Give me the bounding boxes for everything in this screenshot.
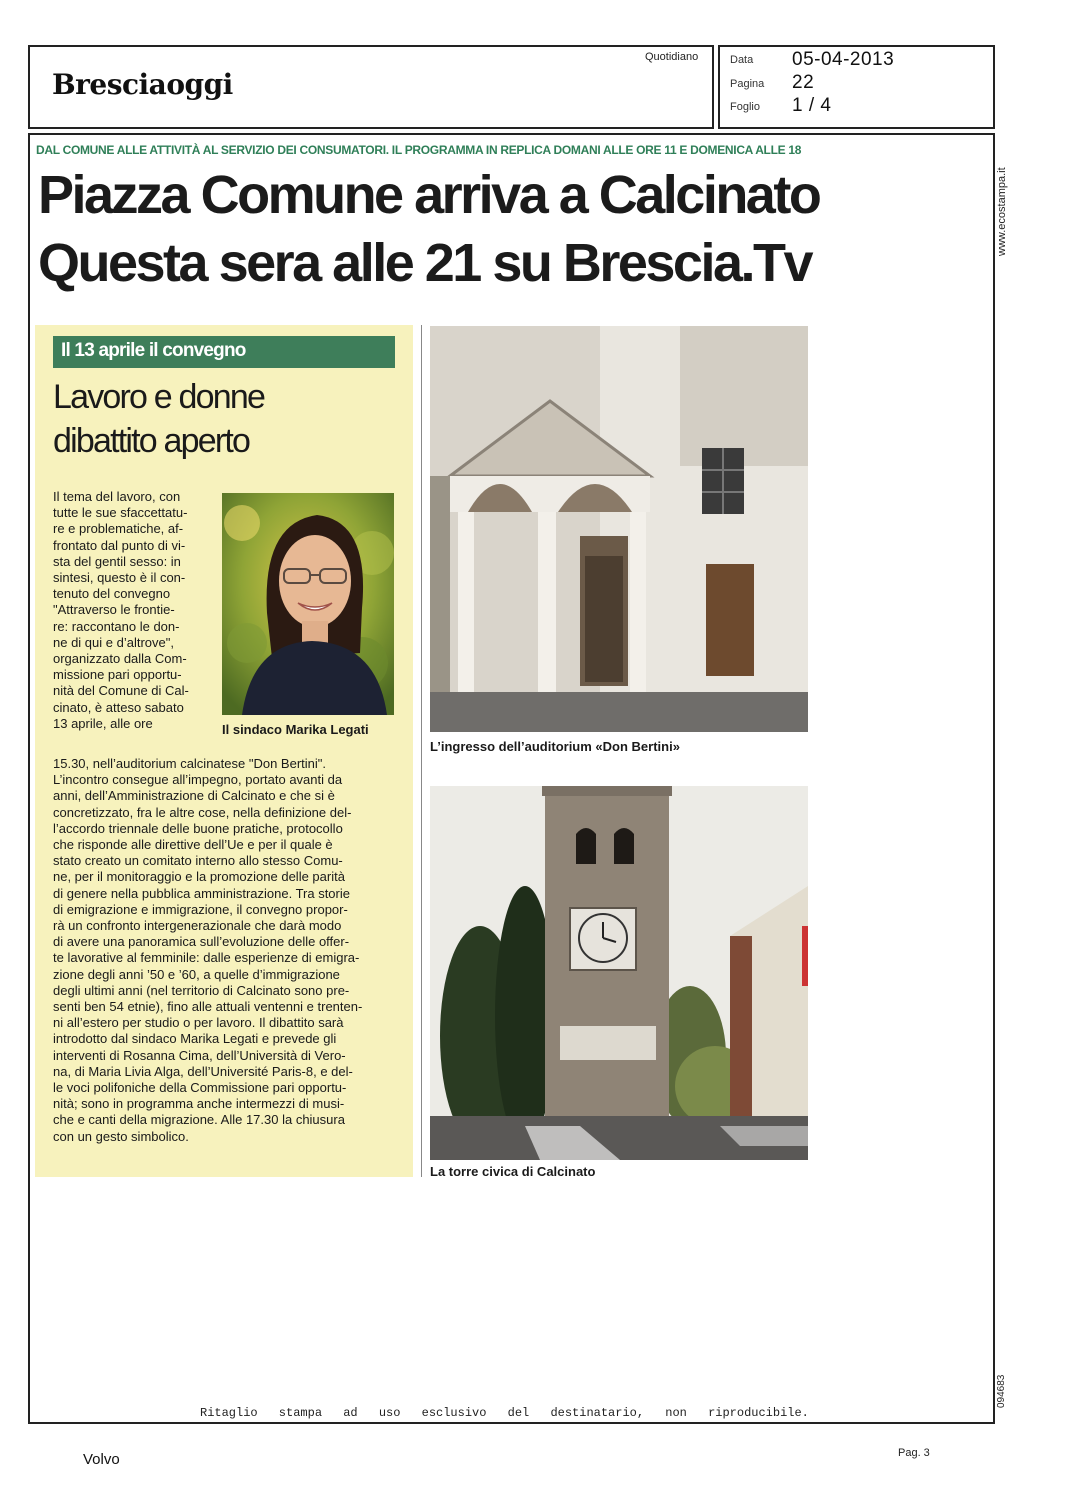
headline-line-2: Questa sera alle 21 su Brescia.Tv: [38, 233, 812, 293]
sidebar-title-line-1: Lavoro e donne: [53, 378, 265, 416]
body-line: di genere nella pubblica amministrazione. Tra storie: [53, 885, 350, 901]
body-line: anni, dell’Amministrazione di Calcinato e che si è: [53, 788, 335, 804]
reproduction-notice: Ritaglio stampa ad uso esclusivo del destinatario, non riproducibile.: [200, 1406, 809, 1420]
page-value: 22: [792, 72, 815, 93]
article-kicker: DAL COMUNE ALLE ATTIVITÀ AL SERVIZIO DEI CONSUMATORI. IL PROGRAMMA IN REPLICA DOMANI ALLE ORE 11 E DOMENICA ALLE 18: [36, 143, 802, 157]
paper-name: Bresciaoggi: [52, 68, 233, 101]
body-line: senti ben 54 etnie), fino alle attuali ventenni e trenten-: [53, 999, 363, 1015]
body-line: con un gesto simbolico.: [53, 1128, 189, 1144]
body-line: che e canti della migrazione. Alle 17.30 la chiusura: [53, 1112, 345, 1128]
body-line: tutte le sue sfaccettatu-: [53, 505, 188, 521]
body-line: l’accordo triennale delle buone pratiche, protocollo: [53, 820, 343, 836]
body-line: 13 aprile, alle ore: [53, 715, 153, 731]
body-line: stato creato un comitato interno allo stesso Comu-: [53, 853, 343, 869]
date-value: 05-04-2013: [792, 49, 895, 70]
body-line: te lavorative al femminile: dalle esperienze di emigra-: [53, 950, 360, 966]
body-line: Il tema del lavoro, con: [53, 489, 181, 504]
civic-tower-photo: [430, 786, 808, 1160]
sheet-value: 1 / 4: [792, 95, 832, 116]
body-line: zione degli anni ’50 e ’60, a quelle d’immigrazione: [53, 966, 340, 982]
body-line: rà un confronto intergenerazionale che darà modo: [53, 918, 342, 934]
body-line: che risponde alle direttive dell’Ue e per il quale è: [53, 837, 333, 853]
body-line: degli ultimi anni (nel territorio di Calcinato sono pre-: [53, 982, 350, 998]
side-code: 094683: [996, 1374, 1007, 1408]
body-line: 15.30, nell’auditorium calcinatese "Don Bertini".: [53, 756, 326, 771]
date-label: Data: [730, 54, 754, 66]
body-line: ne di qui e d’altrove",: [53, 634, 174, 650]
body-line: concretizzato, fra le altre cose, nella definizione del-: [53, 804, 352, 820]
body-line: nità; sono in programma anche intermezzi di musi-: [53, 1096, 345, 1112]
side-url: www.ecostampa.it: [996, 167, 1008, 256]
body-line: re: raccontano le don-: [53, 618, 180, 634]
page-number: Pag. 3: [898, 1447, 930, 1459]
body-line: frontato dal punto di vi-: [53, 537, 186, 553]
body-line: organizzato dalla Com-: [53, 651, 187, 667]
article-body-wide: [53, 756, 395, 1145]
page-label: Pagina: [730, 78, 765, 90]
body-line: ni all’estero per studio o per lavoro. Il dibattito sarà: [53, 1015, 344, 1031]
body-line: sta del gentil sesso: in: [53, 553, 181, 569]
article-body-narrow: [53, 489, 211, 732]
body-line: ne, per il monitoraggio e la promozione delle parità: [53, 869, 345, 885]
auditorium-photo-caption: L’ingresso dell’auditorium «Don Bertini»: [430, 739, 680, 754]
body-line: nità del Comune di Cal-: [53, 683, 189, 699]
sheet-label: Foglio: [730, 101, 760, 113]
column-divider: [421, 325, 422, 1177]
body-line: missione pari opportu-: [53, 667, 182, 683]
body-line: sintesi, questo è il con-: [53, 570, 186, 586]
sidebar-tag: Il 13 aprile il convegno: [53, 336, 395, 368]
sidebar-title-line-2: dibattito aperto: [53, 422, 250, 460]
civic-tower-photo-caption: La torre civica di Calcinato: [430, 1164, 596, 1179]
body-line: re e problematiche, af-: [53, 521, 184, 537]
body-line: di emigrazione e immigrazione, il convegno propor-: [53, 901, 348, 917]
body-line: introdotto dal sindaco Marika Legati e prevede gli: [53, 1031, 337, 1047]
body-line: interventi di Rosanna Cima, dell’Università di Vero-: [53, 1047, 346, 1063]
body-line: tenuto del convegno: [53, 586, 171, 602]
publication-type: Quotidiano: [645, 51, 699, 63]
body-line: na, di Maria Livia Alga, dell’Université Paris-8, e del-: [53, 1063, 353, 1079]
mayor-photo-caption: Il sindaco Marika Legati: [222, 722, 369, 737]
body-line: "Attraverso le frontie-: [53, 602, 175, 618]
body-line: le voci polifoniche della Commissione pari opportu-: [53, 1080, 347, 1096]
mayor-photo: [222, 493, 394, 715]
client-name: Volvo: [83, 1451, 120, 1468]
body-line: cinato, è atteso sabato: [53, 699, 184, 715]
headline-line-1: Piazza Comune arriva a Calcinato: [38, 165, 820, 225]
auditorium-photo: [430, 326, 808, 732]
body-line: di avere una panoramica sull’evoluzione delle offer-: [53, 934, 350, 950]
body-line: L’incontro consegue all’impegno, portato avanti da: [53, 772, 343, 788]
